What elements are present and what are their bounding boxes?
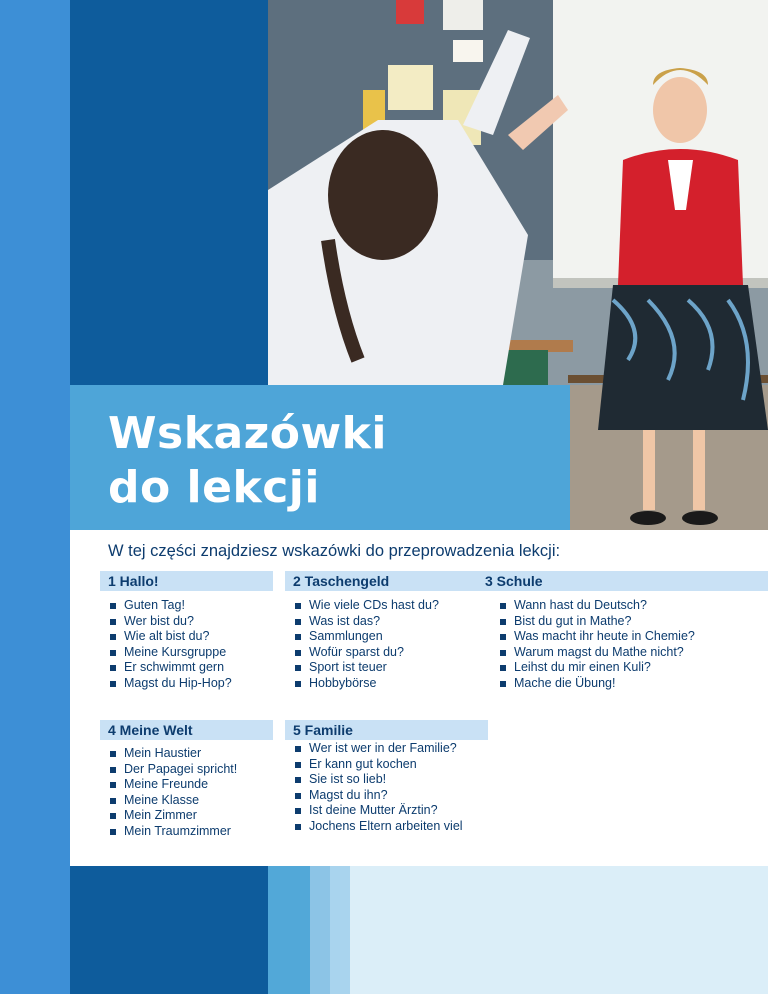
list-item: Er kann gut kochen xyxy=(295,757,463,773)
chapter-1-heading: 1 Hallo! xyxy=(100,571,273,591)
chapter-5-heading: 5 Familie xyxy=(285,720,488,740)
list-item: Der Papagei spricht! xyxy=(110,762,237,778)
list-item: Sport ist teuer xyxy=(295,660,439,676)
list-item: Meine Kursgruppe xyxy=(110,645,232,661)
list-item: Sammlungen xyxy=(295,629,439,645)
chapter-4-heading: 4 Meine Welt xyxy=(100,720,273,740)
list-item: Was ist das? xyxy=(295,614,439,630)
chapter-2-list xyxy=(295,598,439,692)
chapter-4-list xyxy=(110,746,237,840)
left-blue-band xyxy=(0,0,70,994)
list-item: Leihst du mir einen Kuli? xyxy=(500,660,695,676)
chapter-5-list xyxy=(295,741,463,835)
list-item: Mein Haustier xyxy=(110,746,237,762)
list-item: Wer ist wer in der Familie? xyxy=(295,741,463,757)
list-item: Guten Tag! xyxy=(110,598,232,614)
chapter-3-list xyxy=(500,598,695,692)
list-item: Warum magst du Mathe nicht? xyxy=(500,645,695,661)
list-item: Ist deine Mutter Ärztin? xyxy=(295,803,463,819)
footer-stripe-1 xyxy=(268,866,310,994)
intro-text: W tej części znajdziesz wskazówki do przeprowadzenia lekcji: xyxy=(108,542,561,560)
title-line-2: do lekcji xyxy=(108,462,320,513)
title-box xyxy=(70,385,570,530)
list-item: Mein Zimmer xyxy=(110,808,237,824)
list-item: Wie viele CDs hast du? xyxy=(295,598,439,614)
list-item: Bist du gut in Mathe? xyxy=(500,614,695,630)
list-item: Magst du ihn? xyxy=(295,788,463,804)
list-item: Wer bist du? xyxy=(110,614,232,630)
list-item: Hobbybörse xyxy=(295,676,439,692)
list-item: Jochens Eltern arbeiten viel xyxy=(295,819,463,835)
list-item: Wie alt bist du? xyxy=(110,629,232,645)
list-item: Sie ist so lieb! xyxy=(295,772,463,788)
page-title xyxy=(108,407,387,515)
lesson-contents xyxy=(70,530,768,866)
list-item: Wofür sparst du? xyxy=(295,645,439,661)
list-item: Mache die Übung! xyxy=(500,676,695,692)
chapter-2-heading: 2 Taschengeld xyxy=(285,571,488,591)
list-item: Meine Klasse xyxy=(110,793,237,809)
chapter-3-heading: 3 Schule xyxy=(477,571,768,591)
footer-stripe-3 xyxy=(330,866,350,994)
list-item: Er schwimmt gern xyxy=(110,660,232,676)
list-item: Was macht ihr heute in Chemie? xyxy=(500,629,695,645)
list-item: Meine Freunde xyxy=(110,777,237,793)
title-line-1: Wskazówki xyxy=(108,408,388,459)
chapter-1-list xyxy=(110,598,232,692)
footer-stripe-2 xyxy=(310,866,330,994)
list-item: Mein Traumzimmer xyxy=(110,824,237,840)
list-item: Magst du Hip-Hop? xyxy=(110,676,232,692)
list-item: Wann hast du Deutsch? xyxy=(500,598,695,614)
